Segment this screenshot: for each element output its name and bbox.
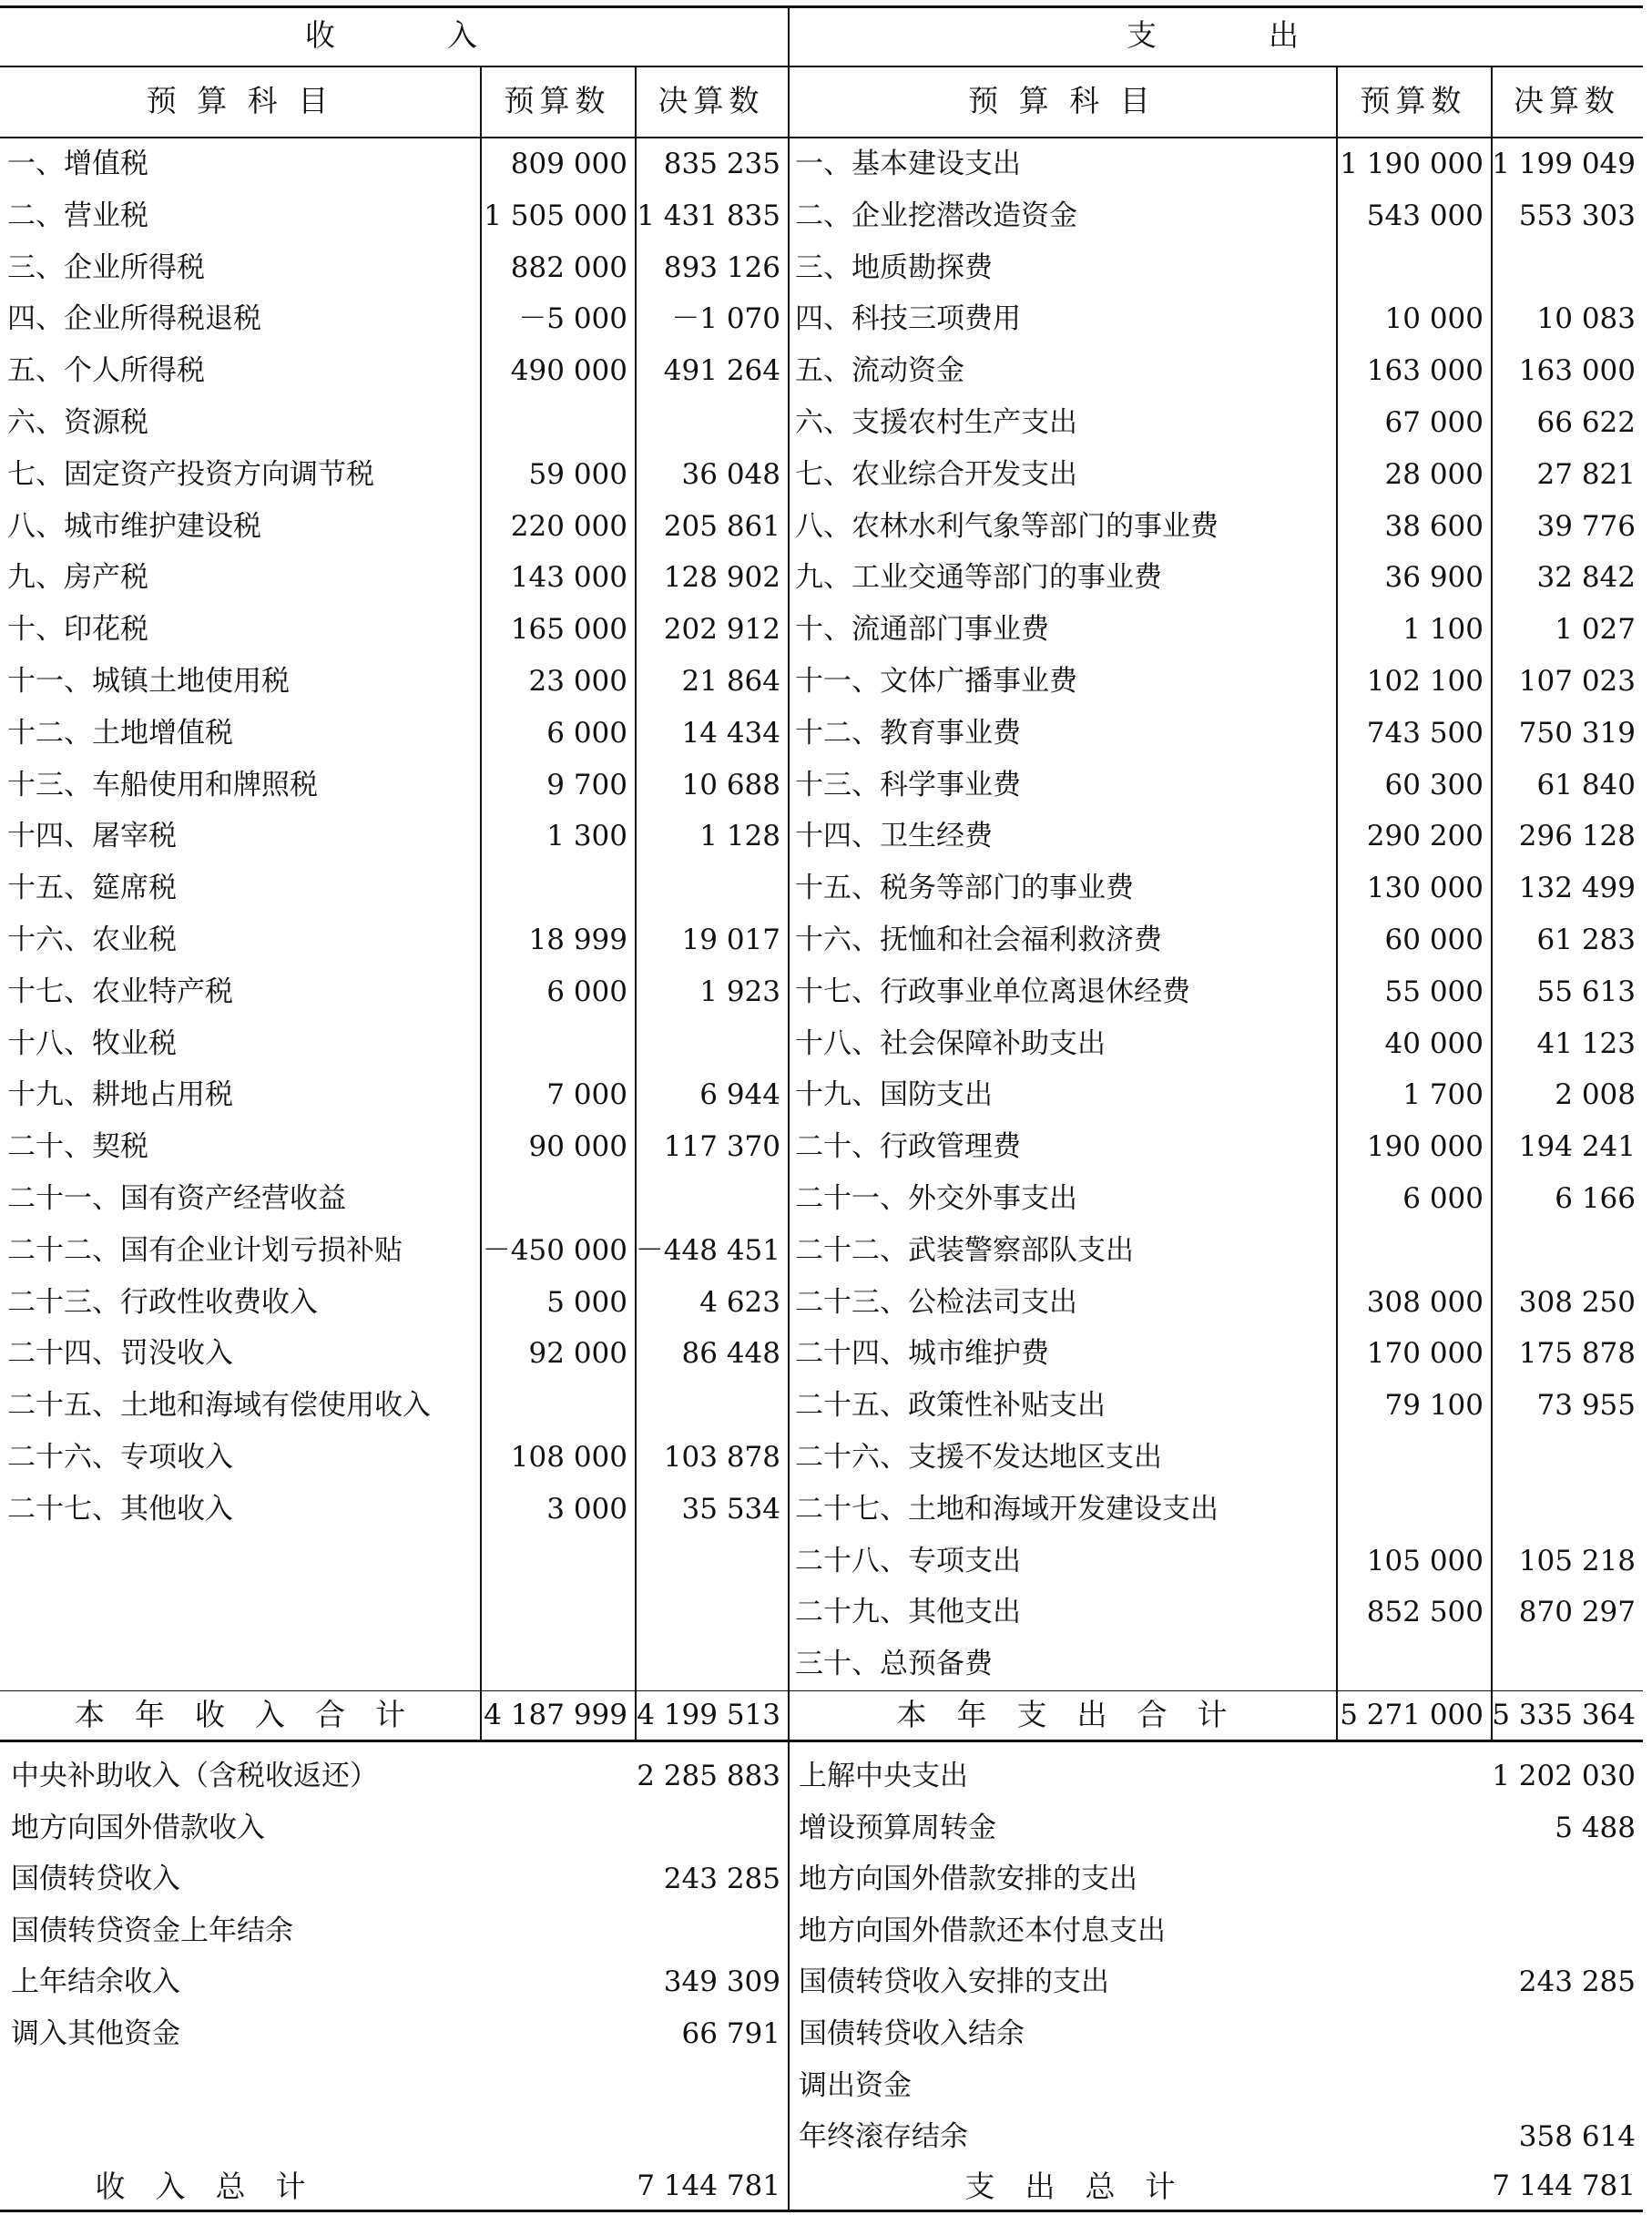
- income-budget-value: 3 000: [546, 1492, 627, 1526]
- expense-final-value: 1 199 049: [1492, 148, 1636, 180]
- expense-budget-value: 743 500: [1366, 716, 1484, 750]
- expense-final-value: 175 878: [1518, 1337, 1636, 1371]
- income-item-label: 二十四、罚没收入: [7, 1337, 233, 1371]
- expense-final-value: 41 123: [1536, 1026, 1636, 1060]
- income-final-value: 4 623: [699, 1285, 780, 1319]
- income-item-label: 九、房产税: [7, 561, 148, 595]
- income-item-label: 二十一、国有资产经营收益: [7, 1182, 346, 1215]
- income-final-value: 19 017: [681, 924, 780, 956]
- expense-item-label: 九、工业交通等部门的事业费: [795, 561, 1162, 595]
- expense-final-value: 308 250: [1518, 1285, 1636, 1319]
- income-budget-value: 882 000: [510, 250, 627, 284]
- expense-final-value: [1491, 1432, 1643, 1484]
- income-item-label: 十、印花税: [7, 613, 148, 647]
- income-final-value: 491 264: [663, 354, 780, 388]
- income-budget-value: 108 000: [510, 1441, 627, 1474]
- expense-transfer-label: 地方向国外借款还本付息支出: [799, 1914, 1166, 1947]
- expense-budget-value: 543 000: [1366, 199, 1484, 232]
- expense-transfer-label: 上解中央支出: [799, 1760, 968, 1792]
- income-final-value: [635, 863, 788, 914]
- expense-transfer-value: [1473, 2008, 1643, 2060]
- income-transfer-label: [4, 2111, 514, 2163]
- income-final-value: 86 448: [681, 1337, 780, 1371]
- expense-transfer-label: 地方向国外借款安排的支出: [799, 1863, 1137, 1896]
- income-budget-value: 143 000: [510, 561, 627, 595]
- expense-budget-value: 102 100: [1366, 665, 1484, 698]
- expense-budget-value: 1 700: [1402, 1078, 1484, 1112]
- income-final-value: [635, 1380, 788, 1432]
- expense-final-value: [1491, 1638, 1643, 1690]
- expense-budget-value: 1 100: [1402, 613, 1484, 647]
- expense-final-value: 194 241: [1518, 1130, 1636, 1164]
- expense-budget-value: 28 000: [1384, 457, 1484, 491]
- expense-item-label: 十八、社会保障补助支出: [795, 1026, 1106, 1060]
- income-budget-value: [480, 1536, 635, 1587]
- expense-final-value: 553 303: [1518, 199, 1636, 232]
- expense-final-value: 105 218: [1518, 1544, 1636, 1577]
- expense-final-value: [1491, 1484, 1643, 1536]
- expense-final-value: 55 613: [1536, 975, 1636, 1008]
- expense-budget-value: 170 000: [1366, 1337, 1484, 1371]
- expense-item-label: 二十、行政管理费: [795, 1130, 1021, 1164]
- expense-transfer-value: 1 202 030: [1492, 1760, 1636, 1792]
- income-final-value: [635, 1018, 788, 1070]
- expense-budget-header: 预算数: [1360, 83, 1467, 118]
- expense-final-value: 39 776: [1536, 509, 1636, 543]
- expense-subtotal-budget: 5 271 000: [1340, 1699, 1484, 1731]
- expense-item-label: 二十二、武装警察部队支出: [795, 1233, 1134, 1267]
- expense-final-value: 27 821: [1536, 457, 1636, 491]
- income-budget-value: 23 000: [528, 665, 627, 698]
- income-subtotal-budget: 4 187 999: [484, 1699, 627, 1731]
- income-item-label: 十四、屠宰税: [7, 820, 177, 853]
- expense-item-label: 十三、科学事业费: [795, 768, 1021, 801]
- expense-final-header: 决算数: [1514, 83, 1620, 118]
- expense-transfer-value: 243 285: [1518, 1965, 1636, 1999]
- income-transfer-value: 349 309: [663, 1965, 780, 1999]
- income-budget-value: 59 000: [528, 457, 627, 491]
- income-transfer-label: 地方向国外借款收入: [11, 1811, 265, 1844]
- expense-item-label: 十九、国防支出: [795, 1078, 993, 1112]
- expense-final-value: 1 027: [1555, 613, 1636, 647]
- income-transfer-label: 上年结余收入: [11, 1965, 180, 1999]
- income-item-label: 二十五、土地和海域有偿使用收入: [7, 1389, 431, 1423]
- expense-final-value: 61 283: [1536, 924, 1636, 956]
- expense-budget-value: 40 000: [1384, 1026, 1484, 1060]
- expense-budget-value: 852 500: [1366, 1596, 1484, 1629]
- expense-budget-value: 130 000: [1366, 872, 1484, 905]
- income-budget-value: 6 000: [546, 716, 627, 750]
- expense-final-value: 132 499: [1518, 872, 1636, 905]
- income-grand-total-value: 7 144 781: [637, 2169, 780, 2202]
- expense-transfer-label: 国债转贷收入结余: [799, 2017, 1025, 2050]
- expense-item-label: 十二、教育事业费: [795, 716, 1021, 750]
- income-final-value: 128 902: [663, 561, 780, 595]
- income-item-label: [0, 1638, 480, 1690]
- expense-item-label: 二十八、专项支出: [795, 1544, 1021, 1577]
- expense-budget-value: 163 000: [1366, 354, 1484, 388]
- income-budget-value: －5 000: [518, 302, 627, 336]
- income-item-label: 十八、牧业税: [7, 1026, 177, 1060]
- income-budget-value: 220 000: [510, 509, 627, 543]
- income-item-label: 七、固定资产投资方向调节税: [7, 457, 374, 491]
- expense-final-value: 61 840: [1536, 768, 1636, 801]
- expense-item-label: 二十五、政策性补贴支出: [795, 1389, 1106, 1423]
- expense-final-value: 750 319: [1518, 716, 1636, 750]
- expense-final-value: 73 955: [1536, 1389, 1636, 1423]
- expense-final-value: 66 622: [1536, 406, 1636, 439]
- expense-budget-value: [1336, 1638, 1491, 1690]
- expense-subtotal-final: 5 335 364: [1492, 1699, 1636, 1731]
- expense-budget-value: 36 900: [1384, 561, 1484, 595]
- income-transfer-label: 中央补助收入（含税收返还）: [11, 1760, 378, 1792]
- income-final-value: 103 878: [663, 1441, 780, 1474]
- income-transfer-value: [617, 2111, 788, 2163]
- income-transfer-label: 国债转贷收入: [11, 1863, 180, 1896]
- expense-budget-value: 308 000: [1366, 1285, 1484, 1319]
- income-item-label: 二十七、其他收入: [7, 1492, 233, 1526]
- expense-item-label: 三、地质勘探费: [795, 250, 993, 284]
- expense-transfer-value: 358 614: [1518, 2120, 1636, 2154]
- income-final-value: －448 451: [635, 1233, 780, 1267]
- income-item-label: 八、城市维护建设税: [7, 509, 261, 543]
- expense-item-label: 二十六、支援不发达地区支出: [795, 1441, 1162, 1474]
- expense-final-value: 10 083: [1536, 302, 1636, 336]
- expense-item-label: 四、科技三项费用: [795, 302, 1021, 336]
- expense-final-value: 32 842: [1536, 561, 1636, 595]
- income-budget-value: 90 000: [528, 1130, 627, 1164]
- expense-item-label: 十一、文体广播事业费: [795, 665, 1077, 698]
- expense-transfer-label: 调出资金: [799, 2068, 912, 2102]
- expense-item-label: 二十三、公检法司支出: [795, 1285, 1077, 1319]
- income-item-label: 十五、筵席税: [7, 872, 177, 905]
- expense-item-label: 七、农业综合开发支出: [795, 457, 1077, 491]
- expense-budget-value: [1336, 1432, 1491, 1484]
- income-item-label: 十二、土地增值税: [7, 716, 233, 750]
- expense-item-label: 二、企业挖潜改造资金: [795, 199, 1077, 232]
- income-item-label: 十三、车船使用和牌照税: [7, 768, 318, 801]
- income-transfer-label: [4, 2060, 514, 2112]
- income-budget-value: [480, 1638, 635, 1690]
- income-item-label: 二十三、行政性收费收入: [7, 1285, 318, 1319]
- expense-final-value: 163 000: [1518, 354, 1636, 388]
- expense-item-label: 二十四、城市维护费: [795, 1337, 1049, 1371]
- expense-grand-total-label: 支 出 总 计: [964, 2168, 1176, 2204]
- expense-transfer-value: 5 488: [1555, 1811, 1636, 1844]
- income-final-value: －1 070: [671, 302, 780, 336]
- expense-header: 支 出: [1127, 17, 1304, 53]
- income-final-value: 202 912: [663, 613, 780, 647]
- income-item-label: 十九、耕地占用税: [7, 1078, 233, 1112]
- income-final-value: 117 370: [663, 1130, 780, 1164]
- income-budget-value: [480, 397, 635, 449]
- income-transfer-value: 2 285 883: [637, 1760, 780, 1792]
- expense-subtotal-label: 本 年 支 出 合 计: [896, 1697, 1228, 1732]
- income-transfer-value: [617, 1802, 788, 1854]
- expense-budget-value: 105 000: [1366, 1544, 1484, 1577]
- expense-final-value: [1491, 242, 1643, 294]
- income-final-value: [635, 397, 788, 449]
- expense-item-label: 三十、总预备费: [795, 1648, 993, 1681]
- income-final-value: [635, 1638, 788, 1690]
- expense-budget-value: [1336, 1484, 1491, 1536]
- income-item-label: [0, 1536, 480, 1587]
- expense-budget-value: [1336, 1225, 1491, 1277]
- income-item-label: 四、企业所得税退税: [7, 302, 261, 336]
- income-subtotal-label: 本 年 收 入 合 计: [75, 1697, 405, 1732]
- expense-item-label: 十七、行政事业单位离退休经费: [795, 975, 1190, 1008]
- expense-item-label: 十四、卫生经费: [795, 820, 993, 853]
- expense-item-label: 二十七、土地和海域开发建设支出: [795, 1492, 1219, 1526]
- expense-final-value: 107 023: [1518, 665, 1636, 698]
- income-final-value: 6 944: [699, 1078, 780, 1112]
- income-final-value: 1 128: [699, 820, 780, 853]
- expense-item-label: 十五、税务等部门的事业费: [795, 872, 1134, 905]
- income-item-label: 二十六、专项收入: [7, 1441, 233, 1474]
- income-budget-value: [480, 1173, 635, 1225]
- expense-item-label: 十六、抚恤和社会福利救济费: [795, 924, 1162, 956]
- income-budget-value: 809 000: [510, 148, 627, 180]
- income-final-value: [635, 1173, 788, 1225]
- income-budget-value: 490 000: [510, 354, 627, 388]
- income-subject-header: 预 算 科 目: [146, 83, 334, 118]
- income-final-value: 1 923: [699, 975, 780, 1008]
- bottom-rule: [0, 2210, 1643, 2212]
- expense-budget-value: 55 000: [1384, 975, 1484, 1008]
- income-item-label: 五、个人所得税: [7, 354, 205, 388]
- expense-item-label: 五、流动资金: [795, 354, 964, 388]
- expense-budget-value: [1336, 242, 1491, 294]
- expense-item-label: 十、流通部门事业费: [795, 613, 1049, 647]
- income-item-label: 三、企业所得税: [7, 250, 205, 284]
- income-budget-value: [480, 1587, 635, 1638]
- expense-transfer-label: 年终滚存结余: [799, 2120, 968, 2154]
- income-item-label: 二、营业税: [7, 199, 148, 232]
- income-item-label: 二十、契税: [7, 1130, 148, 1164]
- income-final-value: 36 048: [681, 457, 780, 491]
- expense-budget-value: 10 000: [1384, 302, 1484, 336]
- income-budget-value: －450 000: [482, 1233, 627, 1267]
- subtotal-rule: [0, 1740, 1643, 1742]
- income-final-value: 205 861: [663, 509, 780, 543]
- expense-item-label: 八、农林水利气象等部门的事业费: [795, 509, 1219, 543]
- income-final-value: 14 434: [681, 716, 780, 750]
- expense-item-label: 二十九、其他支出: [795, 1596, 1021, 1629]
- income-transfer-label: 调入其他资金: [11, 2017, 180, 2050]
- income-budget-value: 6 000: [546, 975, 627, 1008]
- expense-budget-value: 190 000: [1366, 1130, 1484, 1164]
- income-final-value: 835 235: [663, 148, 780, 180]
- income-budget-header: 预算数: [504, 83, 611, 118]
- income-final-value: 21 864: [681, 665, 780, 698]
- expense-item-label: 六、支援农村生产支出: [795, 406, 1077, 439]
- expense-final-value: 2 008: [1555, 1078, 1636, 1112]
- income-budget-value: 165 000: [510, 613, 627, 647]
- expense-final-value: 6 166: [1555, 1182, 1636, 1215]
- income-final-value: 1 431 835: [637, 199, 780, 232]
- income-grand-total-label: 收 入 总 计: [95, 2168, 306, 2204]
- income-budget-value: 9 700: [546, 768, 627, 801]
- expense-budget-value: 60 000: [1384, 924, 1484, 956]
- income-final-value: 35 534: [681, 1492, 780, 1526]
- income-item-label: 十六、农业税: [7, 924, 177, 956]
- income-budget-value: [480, 1380, 635, 1432]
- income-item-label: [0, 1587, 480, 1638]
- income-subtotal-final: 4 199 513: [637, 1699, 780, 1731]
- income-budget-value: 5 000: [546, 1285, 627, 1319]
- income-item-label: 十一、城镇土地使用税: [7, 665, 290, 698]
- income-budget-value: [480, 1018, 635, 1070]
- income-budget-value: [480, 863, 635, 914]
- income-header: 收 入: [305, 17, 483, 53]
- expense-grand-total-value: 7 144 781: [1492, 2169, 1636, 2202]
- income-item-label: 十七、农业特产税: [7, 975, 233, 1008]
- income-item-label: 六、资源税: [7, 406, 148, 439]
- expense-item-label: 二十一、外交外事支出: [795, 1182, 1077, 1215]
- expense-final-value: 870 297: [1518, 1596, 1636, 1629]
- expense-transfer-label: 增设预算周转金: [799, 1811, 996, 1844]
- expense-budget-value: 290 200: [1366, 820, 1484, 853]
- expense-budget-value: 1 190 000: [1340, 148, 1484, 180]
- expense-budget-value: 67 000: [1384, 406, 1484, 439]
- expense-transfer-label: 国债转贷收入安排的支出: [799, 1965, 1109, 1999]
- expense-transfer-value: [1473, 1905, 1643, 1957]
- income-item-label: 一、增值税: [7, 148, 148, 180]
- income-transfer-value: 243 285: [663, 1863, 780, 1896]
- income-transfer-value: 66 791: [681, 2017, 780, 2050]
- expense-transfer-value: [1473, 2060, 1643, 2112]
- income-final-header: 决算数: [658, 83, 765, 118]
- expense-budget-value: 38 600: [1384, 509, 1484, 543]
- expense-budget-value: 6 000: [1402, 1182, 1484, 1215]
- income-budget-value: 7 000: [546, 1078, 627, 1112]
- income-transfer-value: [617, 2060, 788, 2112]
- expense-subject-header: 预 算 科 目: [968, 83, 1156, 118]
- income-transfer-value: [617, 1905, 788, 1957]
- income-item-label: 二十二、国有企业计划亏损补贴: [7, 1233, 403, 1267]
- expense-budget-value: 79 100: [1384, 1389, 1484, 1423]
- expense-final-value: 296 128: [1518, 820, 1636, 853]
- expense-budget-value: 60 300: [1384, 768, 1484, 801]
- income-final-value: [635, 1587, 788, 1638]
- income-transfer-label: 国债转贷资金上年结余: [11, 1914, 293, 1947]
- income-final-value: [635, 1536, 788, 1587]
- income-budget-value: 1 505 000: [484, 199, 627, 232]
- expense-transfer-value: [1473, 1853, 1643, 1905]
- income-budget-value: 18 999: [528, 924, 627, 956]
- income-budget-value: 92 000: [528, 1337, 627, 1371]
- income-budget-value: 1 300: [546, 820, 627, 853]
- expense-item-label: 一、基本建设支出: [795, 148, 1021, 180]
- expense-final-value: [1491, 1225, 1643, 1277]
- income-final-value: 893 126: [663, 250, 780, 284]
- income-final-value: 10 688: [681, 768, 780, 801]
